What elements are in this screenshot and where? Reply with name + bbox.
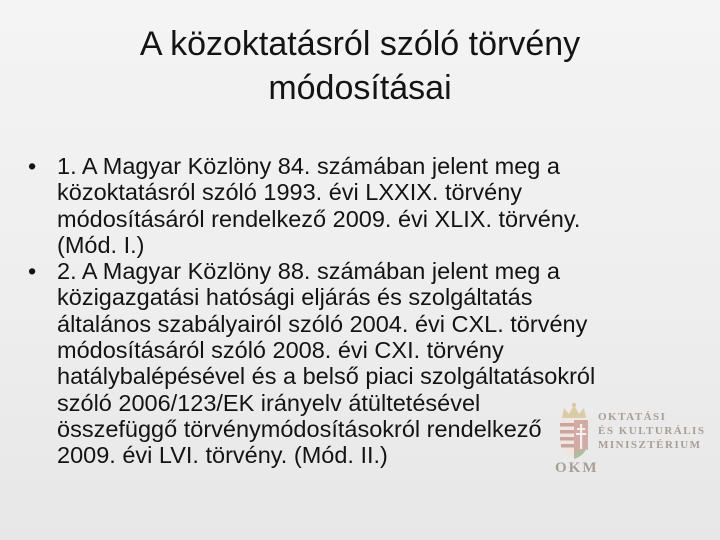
bullet-marker: • <box>28 153 37 179</box>
bullet-1-line-2: közoktatásról szóló 1993. évi LXXIX. törvény <box>57 179 523 206</box>
bullet-2-line-2: közigazgatási hatósági eljárás és szolgáltatás <box>57 284 533 311</box>
bullet-2-line-6: szóló 2006/123/EK irányelv átültetésével <box>57 389 481 416</box>
bullet-1-line-3: módosításáról rendelkező 2009. évi XLIX. törvény. <box>57 205 581 232</box>
bullet-2-line-1: 2. A Magyar Közlöny 88. számában jelent meg a <box>57 258 560 285</box>
bullet-2-line-8: 2009. évi LVI. törvény. (Mód. II.) <box>57 442 388 469</box>
bullet-2-line-4: módosításáról szóló 2008. évi CXI. törvény <box>57 337 504 364</box>
bullet-2-line-7: összefüggő törvénymódosításokról rendelkező <box>57 415 542 442</box>
slide-title-line-2: módosításai <box>268 69 452 107</box>
bullet-item-2 <box>28 258 700 468</box>
slide-title-line-1: A közoktatásról szóló törvény <box>139 25 581 63</box>
slide-title <box>40 22 680 110</box>
logo-name-line-1: OKTATÁSI <box>598 411 667 423</box>
bullet-2-line-3: általános szabályairól szóló 2004. évi CXL. törvény <box>57 310 588 337</box>
bullet-marker: • <box>28 258 37 285</box>
bullet-1-line-1: 1. A Magyar Közlöny 84. számában jelent meg a <box>57 153 560 179</box>
bullet-item-1 <box>28 153 700 258</box>
bullet-1-line-4: (Mód. I.) <box>57 231 145 258</box>
bullet-2-line-5: hatálybalépésével és a belső piaci szolgáltatásokról <box>57 363 596 390</box>
logo-abbreviation: OKM <box>555 460 599 476</box>
logo-name-line-2: ÉS KULTURÁLIS <box>598 425 706 437</box>
logo-name-line-3: MINISZTÉRIUM <box>598 439 702 451</box>
bullet-list <box>28 153 700 469</box>
